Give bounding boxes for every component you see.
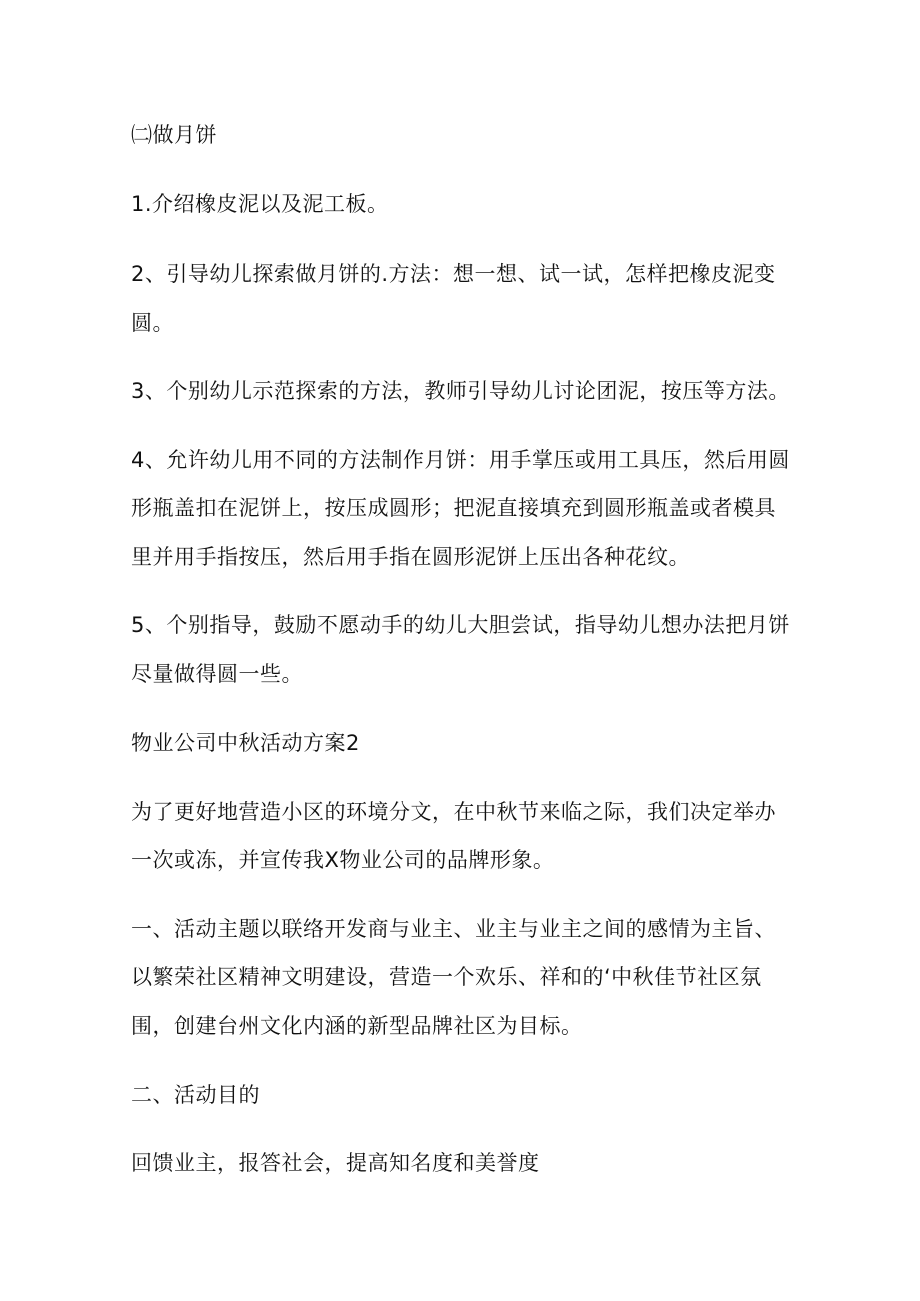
paragraph-line: 一、活动主题以联络开发商与业主、业主与业主之间的感情为主旨、 bbox=[131, 917, 776, 941]
paragraph-line: 2、引导幼儿探索做月饼的.方法：想一想、试一试，怎样把橡皮泥变 bbox=[131, 262, 776, 286]
paragraph-line: 5、个别指导，鼓励不愿动手的幼儿大胆尝试，指导幼儿想办法把月饼 bbox=[131, 613, 790, 637]
paragraph-line: 3、个别幼儿示范探索的方法，教师引导幼儿讨论团泥，按压等方法。 bbox=[131, 379, 790, 403]
paragraph-line: 以繁荣社区精神文明建设，营造一个欢乐、祥和的‘中秋佳节社区氛 bbox=[131, 965, 762, 989]
paragraph-line: 4、允许幼儿用不同的方法制作月饼：用手掌压或用工具压，然后用圆 bbox=[131, 448, 790, 472]
paragraph-line: 1.介绍橡皮泥以及泥工板。 bbox=[131, 192, 389, 216]
paragraph-line: 围，创建台州文化内涵的新型品牌社区为目标。 bbox=[131, 1014, 583, 1038]
paragraph-line: 里并用手指按压，然后用手指在圆形泥饼上压出各种花纹。 bbox=[131, 545, 690, 569]
paragraph-line: 为了更好地营造小区的环境分文，在中秋节来临之际，我们决定举办 bbox=[131, 800, 776, 824]
document-title: 物业公司中秋活动方案2 bbox=[131, 731, 360, 755]
paragraph-line: 形瓶盖扣在泥饼上，按压成圆形；把泥直接填充到圆形瓶盖或者模具 bbox=[131, 496, 776, 520]
section-heading-purpose: 二、活动目的 bbox=[131, 1083, 260, 1107]
paragraph-line: 一次或冻，并宣传我X物业公司的品牌形象。 bbox=[131, 848, 555, 872]
paragraph-line: 回馈业主，报答社会，提高知名度和美誉度 bbox=[131, 1151, 540, 1175]
paragraph-line: 尽量做得圆一些。 bbox=[131, 662, 303, 686]
paragraph-line: 圆。 bbox=[131, 311, 174, 335]
section-heading-make-mooncake: ㈡做月饼 bbox=[131, 123, 217, 147]
